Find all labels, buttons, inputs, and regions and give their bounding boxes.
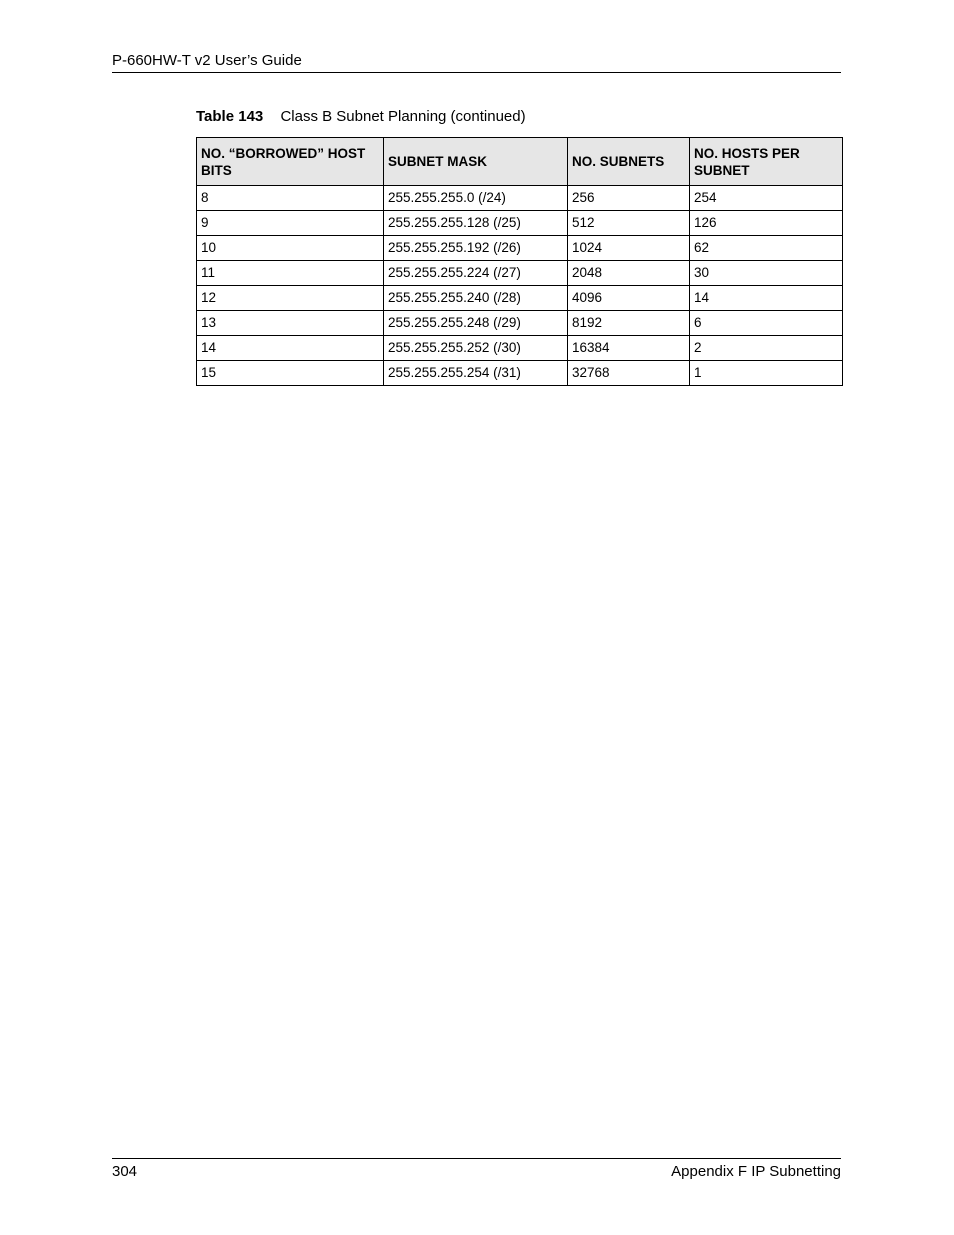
cell-no-subnets: 256	[568, 186, 690, 211]
cell-subnet-mask: 255.255.255.192 (/26)	[384, 236, 568, 261]
table-row	[197, 211, 843, 236]
table-row	[197, 286, 843, 311]
cell-no-subnets: 2048	[568, 261, 690, 286]
table-row	[197, 361, 843, 386]
cell-no-subnets: 512	[568, 211, 690, 236]
cell-no-subnets: 16384	[568, 336, 690, 361]
table-caption-label: Table 143	[196, 108, 264, 125]
column-header-borrowed-host-bits: NO. “BORROWED” HOST BITS	[197, 138, 384, 186]
cell-borrowed-bits: 11	[197, 261, 384, 286]
table-caption	[196, 108, 526, 126]
table-header-row	[197, 138, 843, 186]
cell-subnet-mask: 255.255.255.254 (/31)	[384, 361, 568, 386]
cell-borrowed-bits: 13	[197, 311, 384, 336]
table-row	[197, 311, 843, 336]
subnet-planning-table	[196, 137, 843, 386]
cell-hosts-per-subnet: 30	[690, 261, 843, 286]
table-row	[197, 236, 843, 261]
column-header-hosts-per-subnet: NO. HOSTS PER SUBNET	[690, 138, 843, 186]
cell-subnet-mask: 255.255.255.248 (/29)	[384, 311, 568, 336]
cell-no-subnets: 32768	[568, 361, 690, 386]
cell-hosts-per-subnet: 254	[690, 186, 843, 211]
cell-hosts-per-subnet: 126	[690, 211, 843, 236]
cell-hosts-per-subnet: 62	[690, 236, 843, 261]
cell-no-subnets: 1024	[568, 236, 690, 261]
cell-subnet-mask: 255.255.255.240 (/28)	[384, 286, 568, 311]
cell-subnet-mask: 255.255.255.0 (/24)	[384, 186, 568, 211]
table-row	[197, 261, 843, 286]
cell-no-subnets: 4096	[568, 286, 690, 311]
column-header-subnet-mask: SUBNET MASK	[384, 138, 568, 186]
cell-hosts-per-subnet: 6	[690, 311, 843, 336]
cell-hosts-per-subnet: 14	[690, 286, 843, 311]
table-row	[197, 186, 843, 211]
page-footer	[112, 1158, 841, 1183]
cell-subnet-mask: 255.255.255.224 (/27)	[384, 261, 568, 286]
cell-borrowed-bits: 12	[197, 286, 384, 311]
footer-section-title: Appendix F IP Subnetting	[671, 1163, 841, 1180]
table-row	[197, 336, 843, 361]
cell-subnet-mask: 255.255.255.128 (/25)	[384, 211, 568, 236]
cell-borrowed-bits: 8	[197, 186, 384, 211]
cell-no-subnets: 8192	[568, 311, 690, 336]
page-number: 304	[112, 1163, 138, 1180]
page-header	[112, 52, 841, 73]
table-caption-title: Class B Subnet Planning (continued)	[280, 108, 526, 125]
document-title: P-660HW-T v2 User’s Guide	[112, 52, 302, 69]
column-header-no-subnets: NO. SUBNETS	[568, 138, 690, 186]
cell-hosts-per-subnet: 2	[690, 336, 843, 361]
cell-borrowed-bits: 10	[197, 236, 384, 261]
cell-borrowed-bits: 15	[197, 361, 384, 386]
cell-hosts-per-subnet: 1	[690, 361, 843, 386]
cell-subnet-mask: 255.255.255.252 (/30)	[384, 336, 568, 361]
cell-borrowed-bits: 14	[197, 336, 384, 361]
cell-borrowed-bits: 9	[197, 211, 384, 236]
